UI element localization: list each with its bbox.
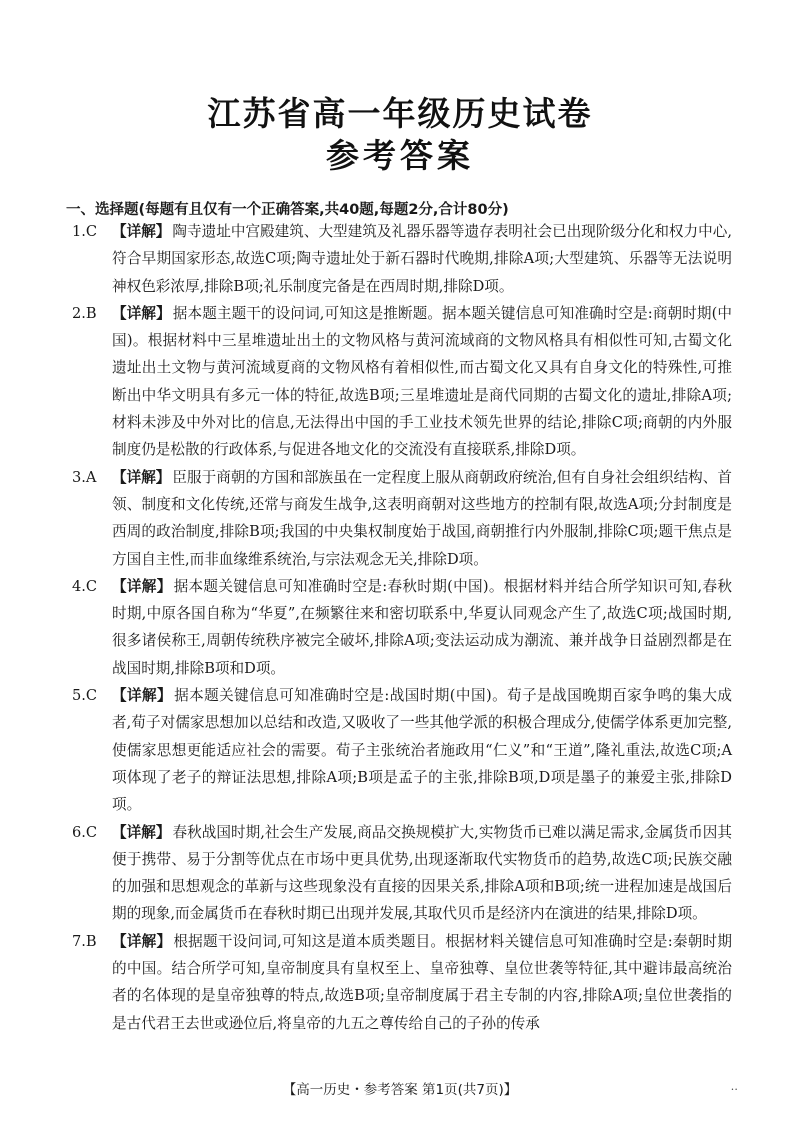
- detail-tag: 【详解】: [112, 304, 171, 322]
- detail-tag: 【详解】: [112, 223, 171, 240]
- answer-item: [72, 819, 732, 928]
- answer-item: [72, 682, 732, 818]
- answer-number: 7.B: [72, 932, 97, 950]
- answer-number: 5.C: [72, 687, 98, 705]
- detail-tag: 【详解】: [112, 577, 172, 595]
- answer-item: [72, 573, 732, 682]
- answer-number: 3.A: [72, 468, 97, 486]
- answer-item: [72, 464, 732, 573]
- answer-list: [72, 218, 732, 1037]
- answer-number: 1.C: [72, 223, 98, 240]
- answer-item: [72, 300, 732, 464]
- answer-explanation: 据本题主题干的设问词,可知这是推断题。据本题关键信息可知准确时空是:商朝时期(中国)。根据材料中三星堆遗址出土的文物风格与黄河流域商的文物风格具有相似性可知,古蜀文化遗址出土文物与黄河流域夏商的文物风格有着相似性,而古蜀文化又具有自身文化的特殊性,可推断出中华文明具有多元一体的特征,故选B项;三星堆遗址是商代同期的古蜀文化的遗址,排除A项;材料未涉及中外对比的信息,无法得出中国的手工业技术领先世界的结论,排除C项;商朝的内外服制度仍是松散的行政体系,与促进各地文化的交流没有直接联系,排除D项。: [112, 304, 732, 459]
- answer-number: 6.C: [72, 823, 98, 841]
- page-title: 江苏省高一年级历史试卷: [207, 94, 593, 133]
- answer-explanation: 臣服于商朝的方国和部族虽在一定程度上服从商朝政府统治,但有自身社会组织结构、首领、制度和文化传统,还常与商发生战争,这表明商朝对这些地方的控制有限,故选A项;分封制度是西周的政治制度,排除B项;我国的中央集权制度始于战国,商朝推行内外服制,排除C项;题干焦点是方国自主性,而非血缘维系统治,与宗法观念无关,排除D项。: [112, 468, 732, 568]
- detail-tag: 【详解】: [112, 823, 171, 841]
- answer-item: [72, 218, 732, 300]
- answer-explanation: 根据题干设问词,可知这是道本质类题目。根据材料关键信息可知准确时空是:秦朝时期的中国。结合所学可知,皇帝制度具有皇权至上、皇帝独尊、皇位世袭等特征,其中避讳最高统治者的名体现的是皇帝独尊的特点,故选B项;皇帝制度属于君主专制的内容,排除A项;皇位世袭指的是古代君王去世或逊位后,将皇帝的九五之尊传给自己的子孙的传承: [112, 932, 732, 1032]
- corner-mark: ‥: [730, 1080, 738, 1093]
- page-subtitle: 参考答案: [326, 136, 474, 175]
- answer-number: 4.C: [72, 577, 98, 595]
- answer-explanation: 陶寺遗址中宫殿建筑、大型建筑及礼器乐器等遗存表明社会已出现阶级分化和权力中心,符合早期国家形态,故选C项;陶寺遗址处于新石器时代晚期,排除A项;大型建筑、乐器等无法说明神权色彩浓厚,排除B项;礼乐制度完备是在西周时期,排除D项。: [112, 223, 732, 295]
- page-footer: 【高一历史・参考答案 第1页(共7页)】: [282, 1082, 518, 1098]
- answer-item: [72, 928, 732, 1037]
- section-heading: 一、选择题(每题有且仅有一个正确答案,共40题,每题2分,合计80分): [66, 202, 509, 218]
- answer-number: 2.B: [72, 304, 97, 322]
- answer-explanation: 春秋战国时期,社会生产发展,商品交换规模扩大,实物货币已难以满足需求,金属货币因其便于携带、易于分割等优点在市场中更具优势,出现逐渐取代实物货币的趋势,故选C项;民族交融的加强和思想观念的革新与这些现象没有直接的因果关系,排除A项和B项;统一进程加速是战国后期的现象,而金属货币在春秋时期已出现并发展,其取代贝币是经济内在演进的结果,排除D项。: [112, 823, 732, 923]
- detail-tag: 【详解】: [112, 932, 172, 950]
- answer-explanation: 据本题关键信息可知准确时空是:战国时期(中国)。荀子是战国晚期百家争鸣的集大成者,荀子对儒家思想加以总结和改造,又吸收了一些其他学派的积极合理成分,使儒学体系更加完整,使儒家思想更能适应社会的需要。荀子主张统治者施政用“仁义”和“王道”,隆礼重法,故选C项;A项体现了老子的辩证法思想,排除A项;B项是孟子的主张,排除B项,D项是墨子的兼爱主张,排除D项。: [112, 687, 732, 814]
- detail-tag: 【详解】: [112, 468, 171, 486]
- answer-explanation: 据本题关键信息可知准确时空是:春秋时期(中国)。根据材料并结合所学知识可知,春秋时期,中原各国自称为“华夏”,在频繁往来和密切联系中,华夏认同观念产生了,故选C项;战国时期,很多诸侯称王,周朝传统秩序被完全破坏,排除A项;变法运动成为潮流、兼并战争日益剧烈都是在战国时期,排除B项和D项。: [112, 577, 732, 677]
- detail-tag: 【详解】: [112, 687, 173, 705]
